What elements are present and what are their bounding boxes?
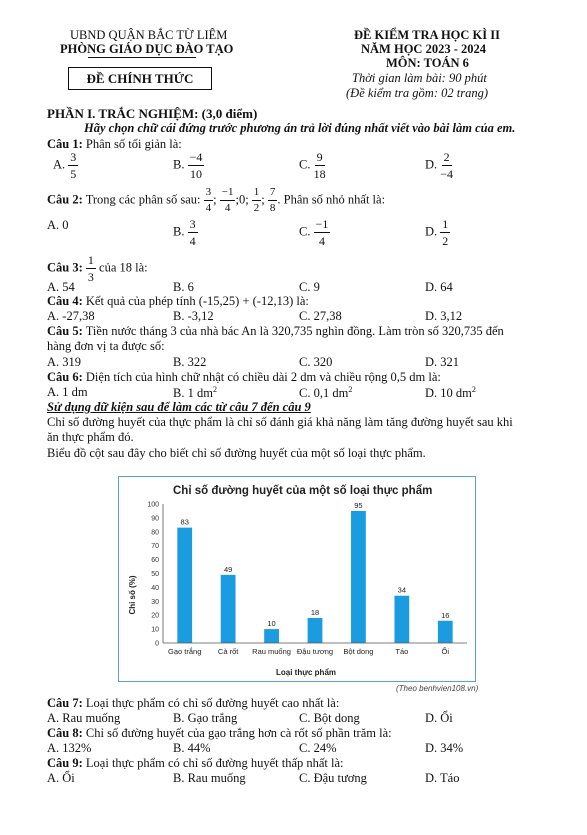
exam-title: ĐỀ KIỂM TRA HỌC KÌ II <box>354 28 500 42</box>
q2-option-c[interactable] <box>299 218 330 247</box>
q7-option-b[interactable]: B. Gạo trắng <box>173 711 238 725</box>
question-text: Phân số tối giản là: <box>85 137 182 151</box>
fraction: $\frac{9}{18}$ <box>313 150 326 181</box>
fraction: $\frac{2}{-4}$ <box>440 150 454 181</box>
question-label: Câu 8: <box>47 726 83 740</box>
question-3 <box>47 254 148 283</box>
question-9 <box>47 756 344 771</box>
dept-name: UBND QUẬN BẮC TỪ LIÊM <box>70 28 228 42</box>
bar-value-label: 95 <box>354 500 363 510</box>
y-tick-label: 40 <box>151 584 159 592</box>
bar-value-label: 49 <box>223 564 233 574</box>
q4-option-d[interactable]: D. 3,12 <box>425 309 463 323</box>
question-text: Chỉ số đường huyết của gạo trắng hơn cà rốt số phần trăm là: <box>85 726 392 740</box>
y-tick-label: 80 <box>151 529 159 537</box>
q3-option-b[interactable]: B. 6 <box>173 280 194 294</box>
x-axis-label: Loại thực phẩm <box>275 668 337 677</box>
q3-option-c[interactable]: C. 9 <box>299 280 320 294</box>
q1-option-d[interactable] <box>425 151 453 180</box>
question-label: Câu 2: <box>47 192 83 207</box>
part1-title: PHẦN I. TRẮC NGHIỆM: (3,0 điểm) <box>47 106 258 121</box>
question-text: Kết quả của phép tính (-15,25) + (-12,13) là: <box>85 294 309 308</box>
question-text-tail: . Phân số nhỏ nhất là: <box>277 192 386 207</box>
question-label: Câu 4: <box>47 294 83 308</box>
bar-value-label: 83 <box>180 517 189 527</box>
bar <box>308 618 323 643</box>
bar <box>177 528 192 643</box>
q6-option-c[interactable] <box>299 385 352 401</box>
bar <box>221 575 236 643</box>
option-letter: C. <box>299 157 311 172</box>
bar-value-label: 10 <box>267 619 276 629</box>
duration: Thời gian làm bài: 90 phút <box>352 71 487 85</box>
q2-option-d[interactable] <box>425 218 450 247</box>
y-tick-label: 10 <box>151 626 159 634</box>
fraction: $\frac{7}{8}$ <box>269 186 276 214</box>
school-year: NĂM HỌC 2023 - 2024 <box>361 42 486 56</box>
question-label: Câu 3: <box>47 260 83 275</box>
q6-option-b[interactable] <box>173 385 217 401</box>
x-tick-label: Gạo trắng <box>168 647 202 656</box>
q6-option-a[interactable]: A. 1 dm <box>47 385 88 399</box>
bar <box>264 629 279 643</box>
chart-title: Chỉ số đường huyết của một số loại thực phẩm <box>173 485 433 497</box>
question-7 <box>47 696 339 711</box>
chart-source: (Theo benhvien108.vn) <box>396 684 479 693</box>
q3-option-d[interactable]: D. 64 <box>425 280 453 294</box>
question-text: Diện tích của hình chữ nhật có chiều dài 2 dm và chiều rộng 0,5 dm là: <box>85 370 441 384</box>
official-stamp: ĐỀ CHÍNH THỨC <box>68 67 212 90</box>
option-letter: A. <box>53 157 66 172</box>
question-label: Câu 7: <box>47 696 83 710</box>
question-1 <box>47 137 182 152</box>
exponent: 2 <box>471 385 476 394</box>
q1-option-b[interactable] <box>173 151 204 180</box>
x-tick-label: Đậu tương <box>296 647 334 656</box>
question-8 <box>47 726 392 741</box>
q6-option-d[interactable] <box>425 385 476 401</box>
data-paragraph-1: Chỉ số đường huyết của thực phẩm là chỉ số đánh giá khả năng làm tăng đường huyết sau khi <box>47 415 513 429</box>
q3-option-a[interactable]: A. 54 <box>47 280 75 294</box>
q7-option-c[interactable]: C. Bột dong <box>299 711 360 725</box>
exponent: 2 <box>212 385 217 394</box>
question-text: Loại thực phẩm có chỉ số đường huyết cao nhất là: <box>85 696 340 710</box>
q4-option-b[interactable]: B. -3,12 <box>173 309 214 323</box>
y-tick-label: 100 <box>147 501 159 509</box>
fraction: $\frac{3}{5}$ <box>70 150 77 181</box>
bar-value-label: 18 <box>310 607 320 617</box>
exponent: 2 <box>348 385 353 394</box>
q5-option-b[interactable]: B. 322 <box>173 355 207 369</box>
x-tick-label: Cà rốt <box>217 647 239 656</box>
question-label: Câu 9: <box>47 756 83 770</box>
q8-option-c[interactable]: C. 24% <box>299 741 337 755</box>
q8-option-a[interactable]: A. 132% <box>47 741 92 755</box>
x-tick-label: Táo <box>395 647 409 656</box>
fraction: $\frac{-1}{4}$ <box>221 186 234 214</box>
fraction: $\frac{1}{3}$ <box>87 253 94 284</box>
question-2: Câu 2: Trong các phân số sau: $\frac{3}{4}$ ; $\frac{-1}{4}$ ;0; $\frac{1}{2}$ ; $\frac{7}{8}$ . Phân số nhỏ nhất là: <box>47 186 386 214</box>
option-letter: D. <box>425 157 438 172</box>
q2-option-b[interactable] <box>173 218 198 247</box>
bar <box>394 596 409 643</box>
q2-option-a[interactable]: A. 0 <box>47 218 69 232</box>
option-text: D. 10 dm <box>425 386 472 401</box>
q5-option-a[interactable]: A. 319 <box>47 355 82 369</box>
q8-option-b[interactable]: B. 44% <box>173 741 211 755</box>
q5-option-c[interactable]: C. 320 <box>299 355 333 369</box>
fraction: $\frac{1}{2}$ <box>442 217 449 248</box>
q8-option-d[interactable]: D. 34% <box>425 741 464 755</box>
x-tick-label: Rau muống <box>252 647 291 656</box>
q7-option-a[interactable]: A. Rau muống <box>47 711 121 725</box>
part1-instruction: Hãy chọn chữ cái đứng trước phương án trả lời đúng nhất viết vào bài làm của em. <box>84 121 516 135</box>
office-name: PHÒNG GIÁO DỤC ĐÀO TẠO <box>60 42 234 56</box>
question-label: Câu 5: <box>47 324 83 338</box>
subject: MÔN: TOÁN 6 <box>386 56 469 70</box>
fraction: $\frac{-1}{4}$ <box>315 217 329 248</box>
option-letter: D. <box>425 224 438 239</box>
bar-value-label: 16 <box>441 610 450 620</box>
bar-value-label: 34 <box>397 585 407 595</box>
q7-option-d[interactable]: D. Ổi <box>425 711 453 725</box>
q9-option-d[interactable]: D. Táo <box>425 771 460 785</box>
question-5 <box>47 324 504 339</box>
question-text: Loại thực phẩm có chỉ số đường huyết thấp nhất là: <box>85 756 344 770</box>
bar-chart <box>119 477 475 681</box>
question-text: Trong các phân số sau: <box>85 192 201 207</box>
q9-option-a[interactable]: A. Ổi <box>47 771 75 785</box>
question-text: của 18 là: <box>99 260 148 275</box>
q9-option-c[interactable]: C. Đậu tương <box>299 771 367 785</box>
question-6 <box>47 370 441 385</box>
option-letter: B. <box>173 157 185 172</box>
y-tick-label: 60 <box>151 557 159 565</box>
y-tick-label: 30 <box>151 598 159 606</box>
question-label: Câu 6: <box>47 370 83 384</box>
option-letter: C. <box>299 224 311 239</box>
y-tick-label: 20 <box>151 612 159 620</box>
page-count: (Đề kiểm tra gồm: 02 trang) <box>346 86 488 100</box>
option-text: B. 1 dm <box>173 386 213 401</box>
fraction: $\frac{-4}{10}$ <box>189 150 203 181</box>
data-heading: Sử dụng dữ kiện sau để làm các từ câu 7 đến câu 9 <box>47 400 311 414</box>
question-text: Tiền nước tháng 3 của nhà bác An là 320,735 nghìn đồng. Làm tròn số 320,735 đến <box>85 324 504 338</box>
q1-option-c[interactable] <box>299 151 326 180</box>
y-tick-label: 50 <box>151 571 159 578</box>
y-tick-label: 0 <box>155 640 159 648</box>
q4-option-c[interactable]: C. 27,38 <box>299 309 342 323</box>
fraction: $\frac{3}{4}$ <box>205 186 212 214</box>
bar <box>351 511 366 643</box>
question-4 <box>47 294 309 309</box>
q4-option-a[interactable]: A. -27,38 <box>47 309 95 323</box>
q5-option-d[interactable]: D. 321 <box>425 355 460 369</box>
chart-frame <box>118 476 476 682</box>
y-tick-label: 90 <box>151 515 159 523</box>
data-paragraph-2: Biểu đồ cột sau đây cho biết chỉ số đường huyết của một số loại thực phẩm. <box>47 446 426 460</box>
question-label: Câu 1: <box>47 137 83 151</box>
q1-option-a[interactable] <box>53 151 78 180</box>
fraction: $\frac{3}{4}$ <box>189 217 196 248</box>
y-axis-label: Chỉ số (%) <box>128 575 137 615</box>
x-tick-label: Ổi <box>441 647 450 656</box>
divider-left <box>88 57 196 58</box>
question-5-cont: hàng đơn vị ta được số: <box>47 339 165 353</box>
x-tick-label: Bột dong <box>343 647 374 656</box>
data-paragraph-1-cont: ăn thực phẩm đó. <box>47 430 134 444</box>
option-letter: B. <box>173 224 185 239</box>
fraction: $\frac{1}{2}$ <box>253 186 260 214</box>
zero-value: 0; <box>238 192 249 207</box>
y-tick-label: 70 <box>151 543 159 551</box>
q9-option-b[interactable]: B. Rau muống <box>173 771 246 785</box>
bar <box>438 621 453 643</box>
option-text: C. 0,1 dm <box>299 386 349 401</box>
